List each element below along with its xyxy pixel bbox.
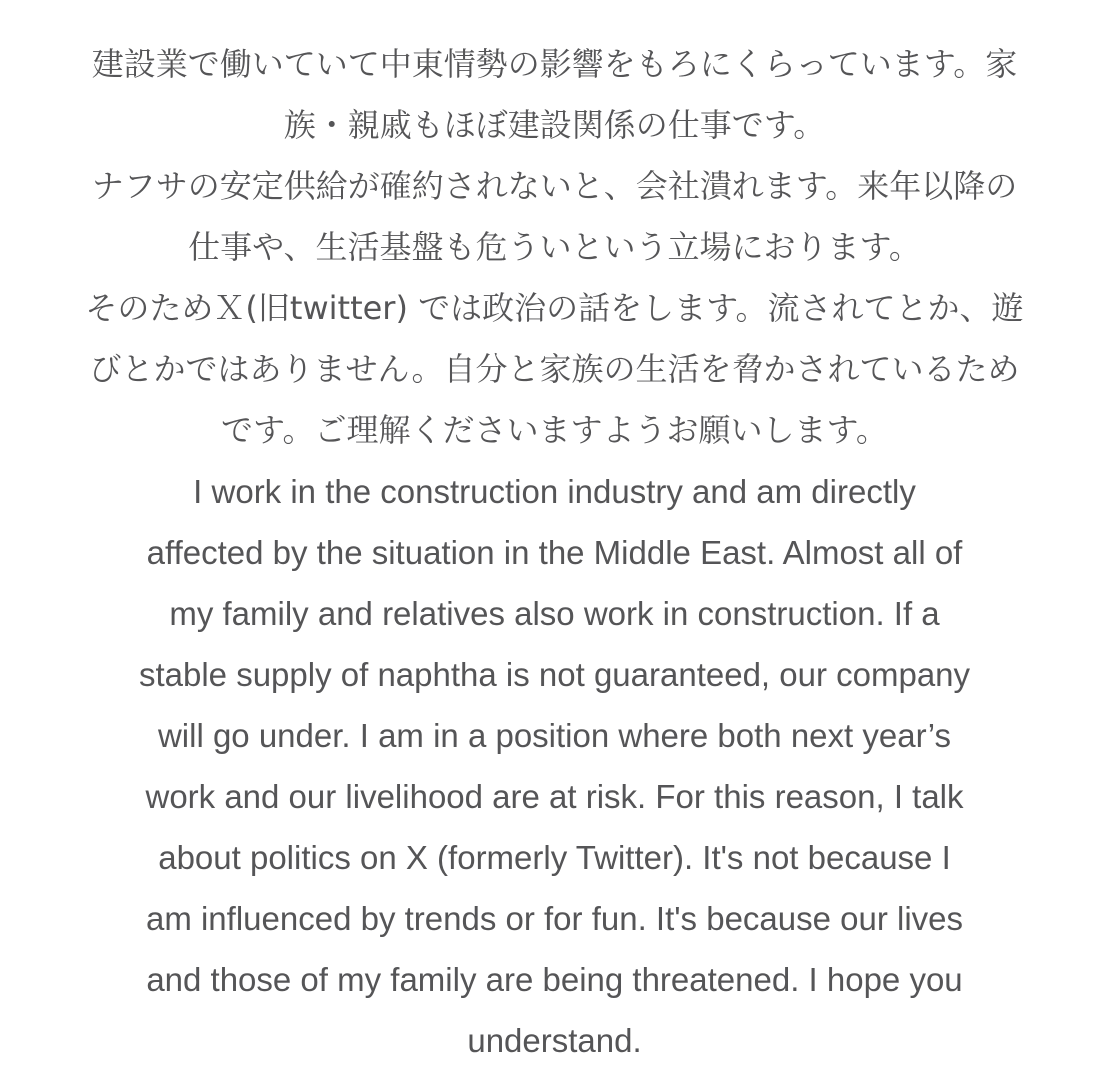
english-text-line: will go under. I am in a position where both next year’s [157, 717, 952, 754]
japanese-text-line: 仕事や、生活基盤も危ういという立場におります。 [188, 228, 921, 266]
english-text-line: understand. [467, 1022, 642, 1059]
english-text-line: and those of my family are being threatened. I hope you [146, 961, 963, 998]
english-text-line: stable supply of naphtha is not guaranteed, our company [138, 656, 971, 693]
english-text-line: affected by the situation in the Middle East. Almost all of [146, 534, 963, 571]
japanese-text-line: びとかではありません。自分と家族の生活を脅かされているため [89, 350, 1020, 388]
japanese-text-line: です。ご理解くださいますようお願いします。 [221, 411, 888, 449]
english-text-line: I work in the construction industry and am directly [193, 473, 916, 510]
english-text-line: my family and relatives also work in construction. If a [169, 595, 940, 632]
japanese-text-line: ナフサの安定供給が確約されないと、会社潰れます。来年以降の [91, 167, 1018, 205]
english-text-line: am influenced by trends or for fun. It's because our lives [145, 900, 964, 937]
japanese-text-line: そのためＸ(旧twitter) では政治の話をします。流されてとか、遊 [85, 289, 1024, 327]
english-text-line: about politics on X (formerly Twitter). It's not because I [158, 839, 951, 876]
japanese-text-line: 族・親戚もほぼ建設関係の仕事です。 [283, 106, 826, 144]
japanese-text-line: 建設業で働いていて中東情勢の影響をもろにくらっています。家 [91, 45, 1018, 83]
english-text-line: work and our livelihood are at risk. For this reason, I talk [145, 778, 964, 815]
note-text-block [30, 34, 1079, 1071]
